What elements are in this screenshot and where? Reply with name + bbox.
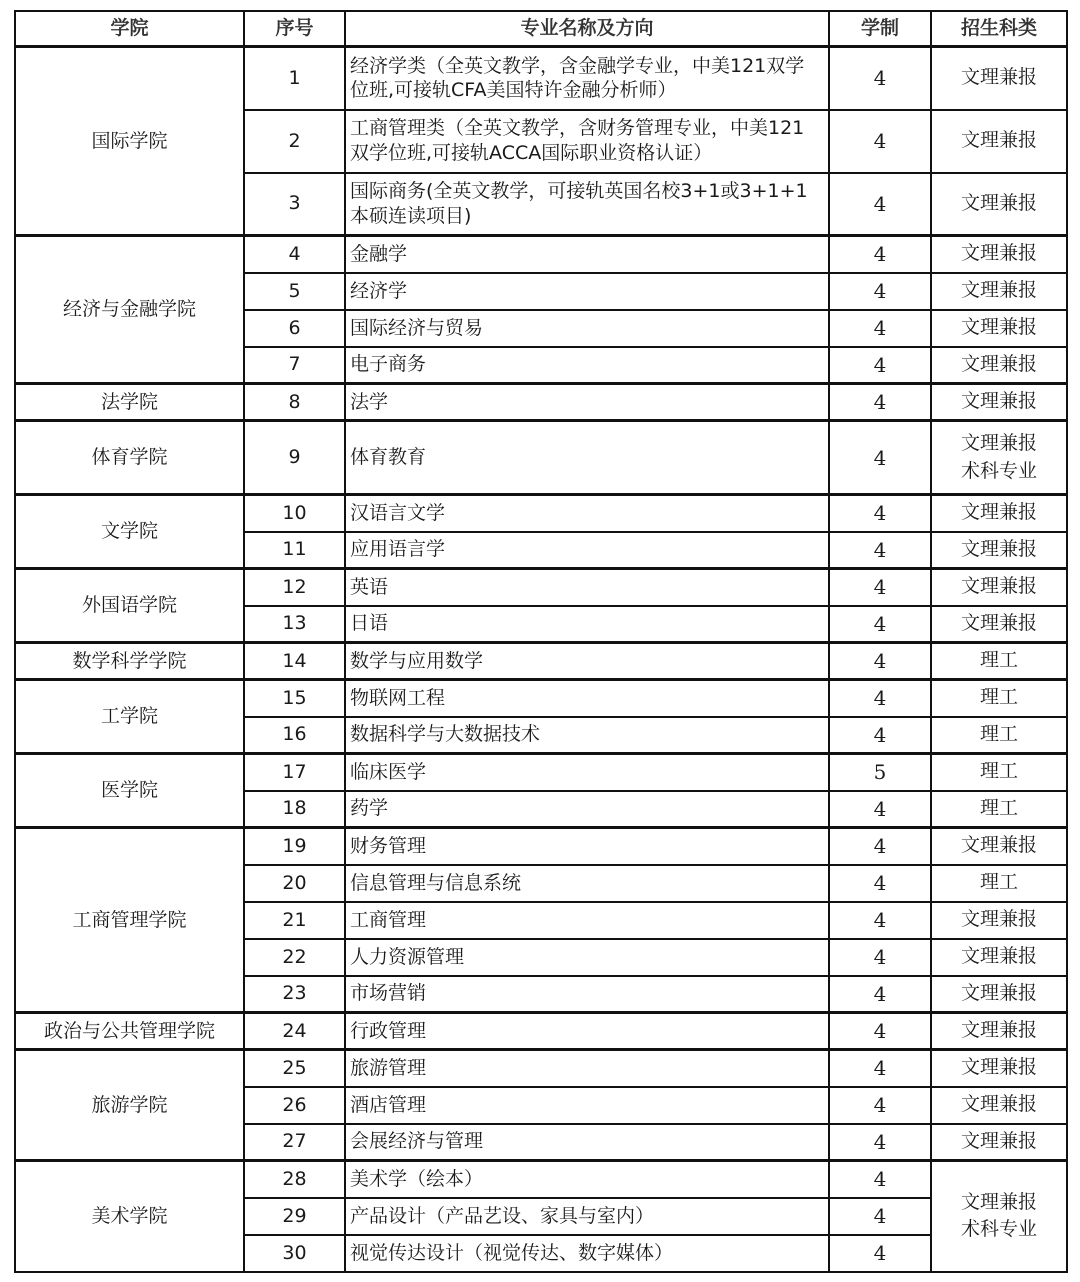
header-category: 招生科类 xyxy=(931,11,1067,47)
number-cell: 21 xyxy=(244,902,345,939)
table-row xyxy=(15,680,1067,717)
category-cell xyxy=(931,421,1067,495)
table-row xyxy=(15,828,1067,865)
category-cell xyxy=(931,939,1067,976)
number-cell: 16 xyxy=(244,717,345,754)
category-line: 文理兼报 xyxy=(960,945,1037,968)
header-duration: 学制 xyxy=(829,11,931,47)
duration-cell: 4 xyxy=(829,1087,931,1124)
category-line: 文理兼报 xyxy=(960,908,1037,931)
table-row xyxy=(15,495,1067,532)
duration-cell: 4 xyxy=(829,680,931,717)
number-cell: 15 xyxy=(244,680,345,717)
major-cell: 物联网工程 xyxy=(345,680,829,717)
category-line: 术科专业 xyxy=(960,459,1037,482)
major-cell: 行政管理 xyxy=(345,1013,829,1050)
number-cell: 30 xyxy=(244,1235,345,1272)
number-cell: 17 xyxy=(244,754,345,791)
category-line: 文理兼报 xyxy=(960,1019,1037,1042)
number-cell: 11 xyxy=(244,532,345,569)
college-cell: 工学院 xyxy=(15,680,244,754)
duration-cell: 4 xyxy=(829,569,931,606)
majors-table-container xyxy=(14,10,1066,1273)
major-cell: 药学 xyxy=(345,791,829,828)
major-cell: 经济学类（全英文教学，含金融学专业，中美121双学位班,可接轨CFA美国特许金融分析师） xyxy=(345,47,829,110)
duration-cell: 4 xyxy=(829,828,931,865)
category-line: 文理兼报 xyxy=(960,352,1037,375)
category-line: 理工 xyxy=(979,760,1018,783)
category-line: 理工 xyxy=(979,871,1018,894)
category-cell xyxy=(931,791,1067,828)
college-cell: 经济与金融学院 xyxy=(15,236,244,384)
college-cell: 美术学院 xyxy=(15,1161,244,1272)
number-cell: 4 xyxy=(244,236,345,273)
category-line: 文理兼报 xyxy=(960,191,1037,214)
category-line: 文理兼报 xyxy=(960,1129,1037,1152)
category-line: 文理兼报 xyxy=(960,611,1037,634)
major-cell: 金融学 xyxy=(345,236,829,273)
category-cell xyxy=(931,606,1067,643)
category-line: 文理兼报 xyxy=(960,390,1037,413)
college-cell: 法学院 xyxy=(15,384,244,421)
category-line: 文理兼报 xyxy=(960,242,1037,265)
major-cell: 英语 xyxy=(345,569,829,606)
number-cell: 1 xyxy=(244,47,345,110)
major-cell: 临床医学 xyxy=(345,754,829,791)
duration-cell: 5 xyxy=(829,754,931,791)
category-cell xyxy=(931,828,1067,865)
duration-cell: 4 xyxy=(829,1235,931,1272)
major-cell: 国际商务(全英文教学，可接轨英国名校3+1或3+1+1本硕连读项目) xyxy=(345,173,829,236)
duration-cell: 4 xyxy=(829,236,931,273)
number-cell: 24 xyxy=(244,1013,345,1050)
major-cell: 国际经济与贸易 xyxy=(345,310,829,347)
number-cell: 13 xyxy=(244,606,345,643)
number-cell: 5 xyxy=(244,273,345,310)
major-cell: 人力资源管理 xyxy=(345,939,829,976)
duration-cell: 4 xyxy=(829,347,931,384)
header-number: 序号 xyxy=(244,11,345,47)
number-cell: 26 xyxy=(244,1087,345,1124)
duration-cell: 4 xyxy=(829,1198,931,1235)
major-cell: 电子商务 xyxy=(345,347,829,384)
category-line: 文理兼报 xyxy=(960,316,1037,339)
college-cell: 数学科学学院 xyxy=(15,643,244,680)
category-line: 文理兼报 xyxy=(960,1056,1037,1079)
duration-cell: 4 xyxy=(829,1050,931,1087)
major-cell: 日语 xyxy=(345,606,829,643)
major-cell: 应用语言学 xyxy=(345,532,829,569)
category-cell xyxy=(931,1050,1067,1087)
number-cell: 12 xyxy=(244,569,345,606)
category-line: 文理兼报 xyxy=(960,66,1037,89)
major-cell: 经济学 xyxy=(345,273,829,310)
category-line: 文理兼报 xyxy=(960,129,1037,152)
number-cell: 7 xyxy=(244,347,345,384)
number-cell: 19 xyxy=(244,828,345,865)
duration-cell: 4 xyxy=(829,1161,931,1198)
number-cell: 18 xyxy=(244,791,345,828)
number-cell: 29 xyxy=(244,1198,345,1235)
duration-cell: 4 xyxy=(829,606,931,643)
major-cell: 市场营销 xyxy=(345,976,829,1013)
duration-cell: 4 xyxy=(829,865,931,902)
duration-cell: 4 xyxy=(829,273,931,310)
number-cell: 25 xyxy=(244,1050,345,1087)
number-cell: 20 xyxy=(244,865,345,902)
duration-cell: 4 xyxy=(829,1124,931,1161)
major-cell: 会展经济与管理 xyxy=(345,1124,829,1161)
category-line: 理工 xyxy=(979,686,1018,709)
major-cell: 法学 xyxy=(345,384,829,421)
category-line: 文理兼报 xyxy=(960,575,1037,598)
category-cell xyxy=(931,1161,1067,1272)
duration-cell: 4 xyxy=(829,1013,931,1050)
number-cell: 2 xyxy=(244,110,345,173)
duration-cell: 4 xyxy=(829,47,931,110)
majors-table xyxy=(14,10,1068,1273)
duration-cell: 4 xyxy=(829,643,931,680)
category-cell xyxy=(931,976,1067,1013)
number-cell: 9 xyxy=(244,421,345,495)
header-row xyxy=(15,11,1067,47)
major-cell: 信息管理与信息系统 xyxy=(345,865,829,902)
category-line: 文理兼报 xyxy=(960,501,1037,524)
table-row xyxy=(15,236,1067,273)
category-cell xyxy=(931,532,1067,569)
header-college: 学院 xyxy=(15,11,244,47)
number-cell: 22 xyxy=(244,939,345,976)
major-cell: 工商管理类（全英文教学，含财务管理专业，中美121双学位班,可接轨ACCA国际职业资格认证） xyxy=(345,110,829,173)
category-line: 理工 xyxy=(979,722,1018,745)
number-cell: 28 xyxy=(244,1161,345,1198)
table-row xyxy=(15,1050,1067,1087)
category-cell xyxy=(931,902,1067,939)
duration-cell: 4 xyxy=(829,717,931,754)
category-line: 文理兼报 xyxy=(960,834,1037,857)
number-cell: 8 xyxy=(244,384,345,421)
duration-cell: 4 xyxy=(829,902,931,939)
number-cell: 23 xyxy=(244,976,345,1013)
major-cell: 酒店管理 xyxy=(345,1087,829,1124)
category-cell xyxy=(931,47,1067,110)
college-cell: 工商管理学院 xyxy=(15,828,244,1013)
major-cell: 数据科学与大数据技术 xyxy=(345,717,829,754)
college-cell: 国际学院 xyxy=(15,47,244,236)
table-row xyxy=(15,384,1067,421)
college-cell: 体育学院 xyxy=(15,421,244,495)
number-cell: 27 xyxy=(244,1124,345,1161)
category-line: 文理兼报 xyxy=(960,1190,1037,1213)
category-line: 文理兼报 xyxy=(960,431,1037,454)
college-cell: 文学院 xyxy=(15,495,244,569)
duration-cell: 4 xyxy=(829,495,931,532)
table-row xyxy=(15,421,1067,495)
college-cell: 医学院 xyxy=(15,754,244,828)
category-line: 文理兼报 xyxy=(960,279,1037,302)
category-cell xyxy=(931,495,1067,532)
category-cell xyxy=(931,1013,1067,1050)
table-body xyxy=(15,47,1067,1272)
number-cell: 6 xyxy=(244,310,345,347)
category-line: 文理兼报 xyxy=(960,1093,1037,1116)
table-row xyxy=(15,1013,1067,1050)
category-cell xyxy=(931,173,1067,236)
number-cell: 3 xyxy=(244,173,345,236)
major-cell: 汉语言文学 xyxy=(345,495,829,532)
duration-cell: 4 xyxy=(829,173,931,236)
major-cell: 视觉传达设计（视觉传达、数字媒体） xyxy=(345,1235,829,1272)
duration-cell: 4 xyxy=(829,310,931,347)
college-cell: 旅游学院 xyxy=(15,1050,244,1161)
major-cell: 旅游管理 xyxy=(345,1050,829,1087)
category-cell xyxy=(931,1124,1067,1161)
category-cell xyxy=(931,680,1067,717)
category-line: 文理兼报 xyxy=(960,537,1037,560)
category-cell xyxy=(931,569,1067,606)
major-cell: 财务管理 xyxy=(345,828,829,865)
category-cell xyxy=(931,384,1067,421)
duration-cell: 4 xyxy=(829,110,931,173)
table-row xyxy=(15,1161,1067,1198)
category-cell xyxy=(931,1087,1067,1124)
college-cell: 政治与公共管理学院 xyxy=(15,1013,244,1050)
category-line: 理工 xyxy=(979,649,1018,672)
number-cell: 10 xyxy=(244,495,345,532)
header-major: 专业名称及方向 xyxy=(345,11,829,47)
duration-cell: 4 xyxy=(829,384,931,421)
category-cell xyxy=(931,347,1067,384)
category-line: 文理兼报 xyxy=(960,981,1037,1004)
category-cell xyxy=(931,754,1067,791)
major-cell: 工商管理 xyxy=(345,902,829,939)
category-line: 理工 xyxy=(979,796,1018,819)
duration-cell: 4 xyxy=(829,532,931,569)
category-cell xyxy=(931,643,1067,680)
duration-cell: 4 xyxy=(829,791,931,828)
table-row xyxy=(15,569,1067,606)
category-line: 术科专业 xyxy=(960,1218,1037,1241)
duration-cell: 4 xyxy=(829,939,931,976)
number-cell: 14 xyxy=(244,643,345,680)
major-cell: 产品设计（产品艺设、家具与室内） xyxy=(345,1198,829,1235)
category-cell xyxy=(931,865,1067,902)
category-cell xyxy=(931,236,1067,273)
category-cell xyxy=(931,273,1067,310)
category-cell xyxy=(931,310,1067,347)
major-cell: 体育教育 xyxy=(345,421,829,495)
major-cell: 美术学（绘本） xyxy=(345,1161,829,1198)
category-cell xyxy=(931,717,1067,754)
table-row xyxy=(15,47,1067,110)
major-cell: 数学与应用数学 xyxy=(345,643,829,680)
table-row xyxy=(15,754,1067,791)
category-cell xyxy=(931,110,1067,173)
table-row xyxy=(15,643,1067,680)
college-cell: 外国语学院 xyxy=(15,569,244,643)
duration-cell: 4 xyxy=(829,421,931,495)
duration-cell: 4 xyxy=(829,976,931,1013)
